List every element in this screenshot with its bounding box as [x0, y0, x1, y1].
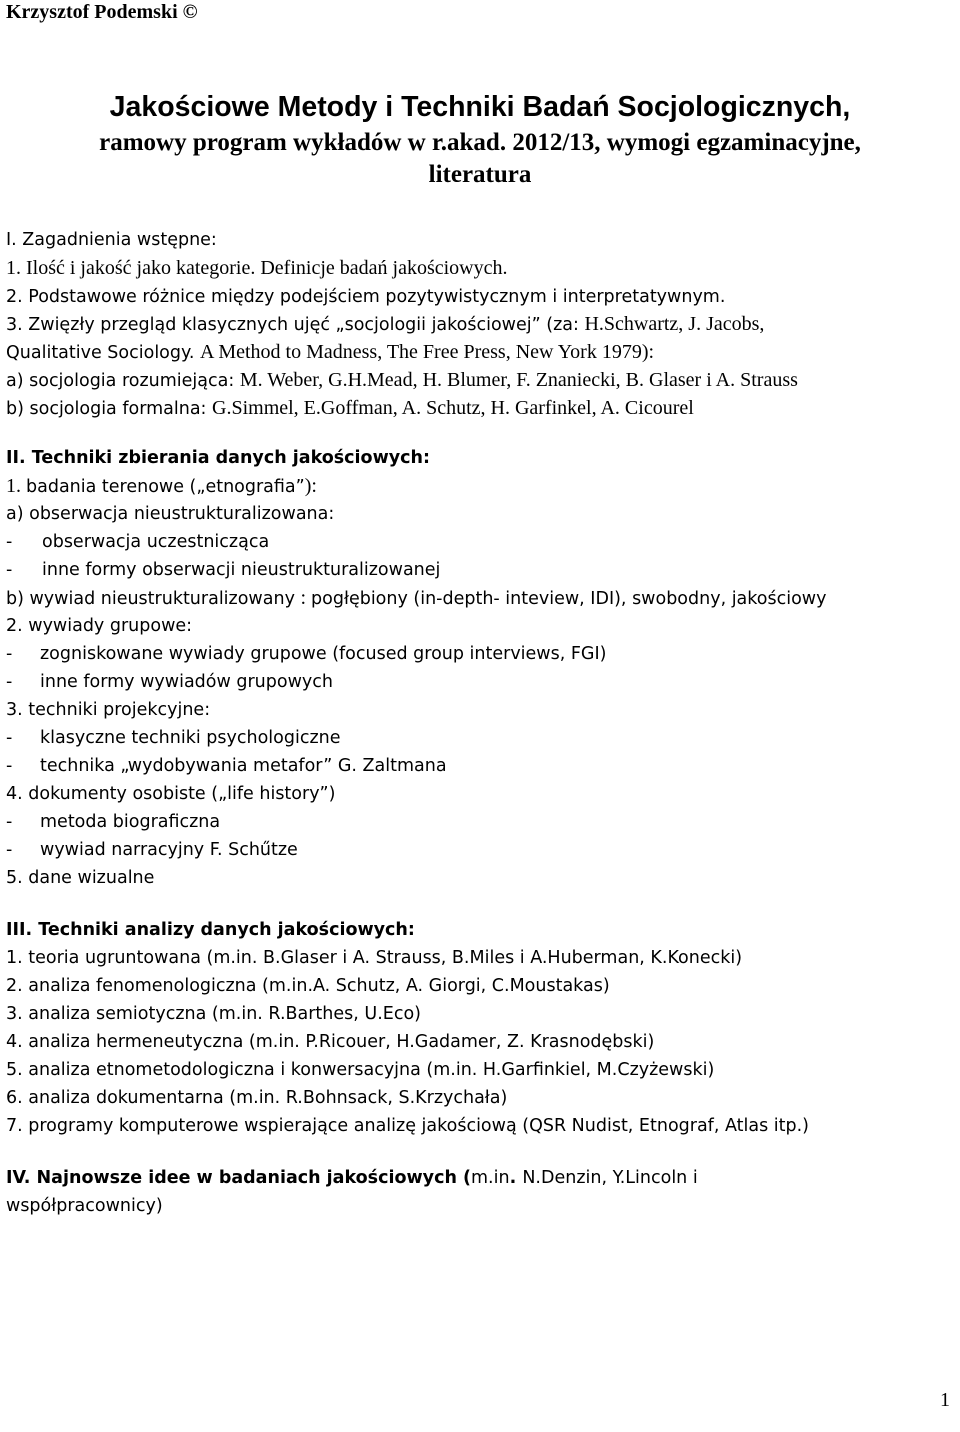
author-header: Krzysztof Podemski ©	[6, 1, 198, 23]
section-1-item-3-cont: Qualitative Sociology. A Method to Madness, The Free Press, New York 1979):	[6, 341, 655, 363]
section-3-item: 4. analiza hermeneutyczna (m.in. P.Ricouer, H.Gadamer, Z. Krasnodębski)	[6, 1032, 655, 1052]
section-1-item-1: 1. Ilość i jakość jako kategorie. Definicje badań jakościowych.	[6, 257, 508, 279]
section-3-item: 7. programy komputerowe wspierające analizę jakościową (QSR Nudist, Etnograf, Atlas itp.)	[6, 1116, 809, 1136]
document-title	[0, 88, 960, 190]
section-4-heading: IV. Najnowsze idee w badaniach jakościowych (m.in. N.Denzin, Y.Lincoln i	[6, 1168, 698, 1188]
section-2-line-4: - inne formy obserwacji nieustrukturalizowanej	[6, 560, 441, 580]
section-3-heading: III. Techniki analizy danych jakościowych:	[6, 920, 415, 940]
section-4-line-2: współpracownicy)	[6, 1196, 163, 1216]
section-2-line-3: - obserwacja uczestnicząca	[6, 532, 270, 552]
section-2-line-8: - inne formy wywiadów grupowych	[6, 672, 333, 692]
title-line-3: literatura	[428, 161, 532, 188]
title-line-2: ramowy program wykładów w r.akad. 2012/13, wymogi egzaminacyjne,	[99, 129, 861, 156]
page-number: 1	[940, 1389, 950, 1411]
section-3-item: 1. teoria ugruntowana (m.in. B.Glaser i A. Strauss, B.Miles i A.Huberman, K.Konecki)	[6, 948, 743, 968]
section-2-heading: II. Techniki zbierania danych jakościowych:	[6, 448, 430, 468]
section-2-line-15: 5. dane wizualne	[6, 868, 155, 888]
section-3-item: 2. analiza fenomenologiczna (m.in.A. Schutz, A. Giorgi, C.Moustakas)	[6, 976, 610, 996]
section-1-item-3-b: b) socjologia formalna: G.Simmel, E.Goffman, A. Schutz, H. Garfinkel, A. Cicourel	[6, 397, 694, 419]
section-2-line-14: - wywiad narracyjny F. Schűtze	[6, 840, 298, 860]
section-3-item: 5. analiza etnometodologiczna i konwersacyjna (m.in. H.Garfinkiel, M.Czyżewski)	[6, 1060, 715, 1080]
section-2-line-6: 2. wywiady grupowe:	[6, 616, 193, 636]
document-body	[6, 226, 958, 1220]
section-2-line-2: a) obserwacja nieustrukturalizowana:	[6, 504, 335, 524]
section-3-item: 6. analiza dokumentarna (m.in. R.Bohnsack, S.Krzychała)	[6, 1088, 508, 1108]
section-2-line-1: 1. badania terenowe („etnografia”):	[6, 475, 317, 497]
section-2-line-9: 3. techniki projekcyjne:	[6, 700, 211, 720]
section-1-item-2: 2. Podstawowe różnice między podejściem pozytywistycznym i interpretatywnym.	[6, 287, 726, 307]
section-2-line-10: - klasyczne techniki psychologiczne	[6, 728, 341, 748]
section-2-line-13: - metoda biograficzna	[6, 812, 221, 832]
title-line-1: Jakościowe Metody i Techniki Badań Socjologicznych,	[109, 91, 851, 123]
section-1-heading: I. Zagadnienia wstępne:	[6, 230, 217, 250]
section-2-line-11: - technika „wydobywania metafor” G. Zaltmana	[6, 756, 447, 776]
section-3-item: 3. analiza semiotyczna (m.in. R.Barthes, U.Eco)	[6, 1004, 421, 1024]
section-2-line-7: - zogniskowane wywiady grupowe (focused group interviews, FGI)	[6, 644, 607, 664]
section-1-item-3-a: a) socjologia rozumiejąca: M. Weber, G.H.Mead, H. Blumer, F. Znaniecki, B. Glaser i A. Strauss	[6, 369, 798, 391]
section-1-item-3: 3. Zwięzły przegląd klasycznych ujęć „socjologii jakościowej” (za: H.Schwartz, J. Jacobs,	[6, 313, 765, 335]
section-2-line-12: 4. dokumenty osobiste („life history”)	[6, 784, 336, 804]
section-2-line-5: b) wywiad nieustrukturalizowany : pogłębiony (in-depth- inteview, IDI), swobodny, jakościowy	[6, 587, 827, 609]
